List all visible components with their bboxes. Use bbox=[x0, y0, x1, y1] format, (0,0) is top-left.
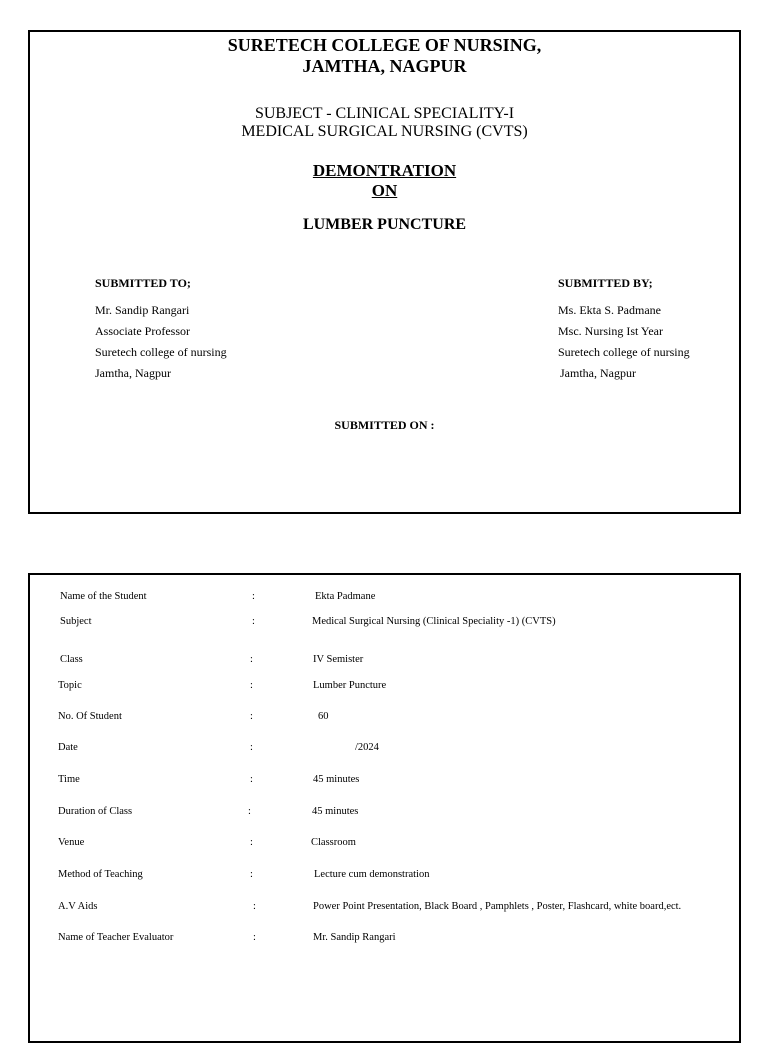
submitted-by-line: Jamtha, Nagpur bbox=[560, 366, 636, 380]
detail-value: IV Semister bbox=[313, 654, 364, 665]
detail-label: Subject bbox=[60, 616, 92, 627]
detail-colon: : bbox=[253, 901, 256, 912]
demo-on: ON bbox=[371, 181, 398, 200]
detail-value: Power Point Presentation, Black Board , Pamphlets , Poster, Flashcard, white board,ect. bbox=[313, 901, 682, 912]
detail-colon: : bbox=[250, 680, 253, 691]
detail-value: Mr. Sandip Rangari bbox=[313, 932, 396, 943]
detail-value: /2024 bbox=[355, 742, 379, 753]
submitted-on-label: SUBMITTED ON : bbox=[334, 418, 435, 432]
detail-value: Ekta Padmane bbox=[315, 591, 376, 602]
detail-colon: : bbox=[250, 742, 253, 753]
detail-label: Time bbox=[58, 774, 80, 785]
detail-value: Classroom bbox=[311, 837, 356, 848]
demo-heading-wrap bbox=[30, 161, 739, 181]
topic-title: LUMBER PUNCTURE bbox=[302, 216, 467, 233]
detail-value: Medical Surgical Nursing (Clinical Speciality -1) (CVTS) bbox=[312, 616, 556, 627]
detail-value: 60 bbox=[318, 711, 329, 722]
submitted-by-line: Suretech college of nursing bbox=[558, 345, 690, 359]
detail-label: Date bbox=[58, 742, 78, 753]
detail-label: Duration of Class bbox=[58, 806, 133, 817]
submitted-by-line: Msc. Nursing Ist Year bbox=[558, 324, 663, 338]
detail-label: Class bbox=[60, 654, 83, 665]
college-name: SURETECH COLLEGE OF NURSING, bbox=[227, 35, 542, 55]
detail-label: A.V Aids bbox=[58, 901, 98, 912]
submitted-by-line: Ms. Ekta S. Padmane bbox=[558, 303, 661, 317]
detail-value: 45 minutes bbox=[312, 806, 359, 817]
submitted-to-line: Suretech college of nursing bbox=[95, 345, 227, 359]
detail-colon: : bbox=[248, 806, 251, 817]
detail-value: Lumber Puncture bbox=[313, 680, 387, 691]
detail-value: Lecture cum demonstration bbox=[314, 869, 430, 880]
detail-label: No. Of Student bbox=[58, 711, 122, 722]
detail-colon: : bbox=[253, 932, 256, 943]
detail-label: Method of Teaching bbox=[58, 869, 143, 880]
college-location: JAMTHA, NAGPUR bbox=[302, 56, 467, 76]
detail-colon: : bbox=[252, 616, 255, 627]
demo-on-wrap bbox=[30, 181, 739, 201]
detail-colon: : bbox=[250, 711, 253, 722]
cover-page bbox=[28, 30, 741, 514]
submitted-to-line: Jamtha, Nagpur bbox=[95, 366, 171, 380]
submitted-to-heading: SUBMITTED TO; bbox=[95, 276, 191, 290]
submitted-to-line: Mr. Sandip Rangari bbox=[95, 303, 190, 317]
submitted-by-heading: SUBMITTED BY; bbox=[558, 276, 653, 290]
detail-label: Name of the Student bbox=[60, 591, 147, 602]
demo-heading: DEMONTRATION bbox=[312, 161, 457, 180]
detail-colon: : bbox=[250, 869, 253, 880]
detail-label: Topic bbox=[58, 680, 82, 691]
detail-label: Name of Teacher Evaluator bbox=[58, 932, 174, 943]
detail-colon: : bbox=[250, 774, 253, 785]
subject-line: SUBJECT - CLINICAL SPECIALITY-I bbox=[254, 105, 515, 122]
submitted-to-line: Associate Professor bbox=[95, 324, 190, 338]
lesson-details-page bbox=[28, 573, 741, 1043]
subject-subline: MEDICAL SURGICAL NURSING (CVTS) bbox=[241, 123, 528, 140]
detail-colon: : bbox=[250, 837, 253, 848]
detail-label: Venue bbox=[58, 837, 85, 848]
detail-colon: : bbox=[250, 654, 253, 665]
detail-value: 45 minutes bbox=[313, 774, 360, 785]
detail-colon: : bbox=[252, 591, 255, 602]
